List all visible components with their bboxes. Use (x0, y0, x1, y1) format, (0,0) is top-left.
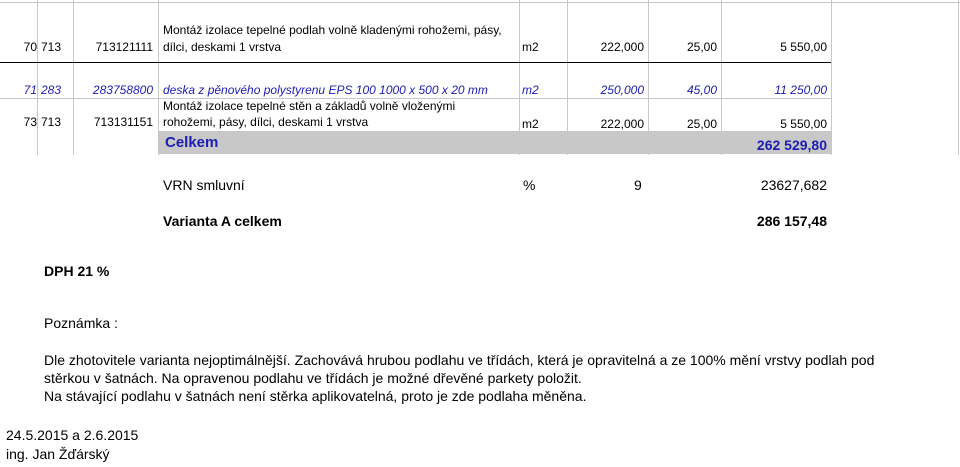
footer-author: ing. Jan Žďárský (6, 446, 110, 462)
row-unit-price: 25,00 (686, 40, 717, 54)
row-unit-price: 45,00 (686, 83, 717, 97)
row-number: 71 (23, 83, 37, 97)
row-description: deska z pěnového polystyrenu EPS 100 1000 x 500 x 20 mm (163, 83, 488, 97)
note-line: stěrkou v šatnách. Na opravenou podlahu ve třídách je možné dřevěné parkety položit. (44, 370, 582, 386)
row-description-cont: dílci, deskami 1 vrstva (163, 40, 282, 54)
summary-value: 262 529,80 (756, 137, 827, 153)
row-quantity: 222,000 (600, 40, 644, 54)
row-unit: m2 (522, 117, 539, 131)
row-quantity: 250,000 (600, 83, 644, 97)
note-label: Poznámka : (44, 315, 118, 331)
row-number: 70 (23, 40, 37, 54)
row-number: 73 (23, 115, 37, 129)
row-catalog: 713 (41, 40, 62, 54)
row-total: 5 550,00 (780, 117, 827, 131)
row-total: 5 550,00 (780, 40, 827, 54)
row-description: Montáž izolace tepelné stěn a základů volně vloženými (163, 99, 456, 113)
row-code: 283758800 (92, 83, 153, 97)
row-unit: m2 (522, 83, 539, 97)
row-code: 713131151 (93, 115, 153, 129)
variant-total-label: Varianta A celkem (163, 213, 282, 229)
vat-label: DPH 21 % (44, 263, 110, 279)
footer-date: 24.5.2015 a 2.6.2015 (6, 427, 139, 443)
row-code: 713121111 (95, 40, 153, 54)
note-line: Na stávající podlahu v šatnách není stěrka aplikovatelná, proto je zde podlaha měněna. (44, 388, 587, 404)
note-line: Dle zhotovitele varianta nejoptimálnější. Zachovává hrubou podlahu ve třídách, která je opravitelná a ze 100% mění vrstvy podlah pod (44, 352, 875, 368)
row-quantity: 222,000 (600, 117, 644, 131)
row-total: 11 250,00 (774, 83, 827, 97)
row-catalog: 283 (41, 83, 62, 97)
row-description: Montáž izolace tepelné podlah volně kladenými rohožemi, pásy, (163, 23, 502, 37)
row-unit-price: 25,00 (686, 117, 717, 131)
vrn-value: 23627,682 (760, 177, 827, 193)
vrn-rate: 9 (634, 177, 642, 193)
vrn-label: VRN smluvní (163, 177, 245, 193)
row-catalog: 713 (41, 115, 62, 129)
row-description-cont: rohožemi, pásy, dílci, deskami 1 vrstva (163, 115, 369, 129)
variant-total-value: 286 157,48 (756, 213, 827, 229)
summary-label: Celkem (165, 134, 219, 151)
vrn-unit: % (523, 177, 536, 193)
row-unit: m2 (522, 40, 539, 54)
